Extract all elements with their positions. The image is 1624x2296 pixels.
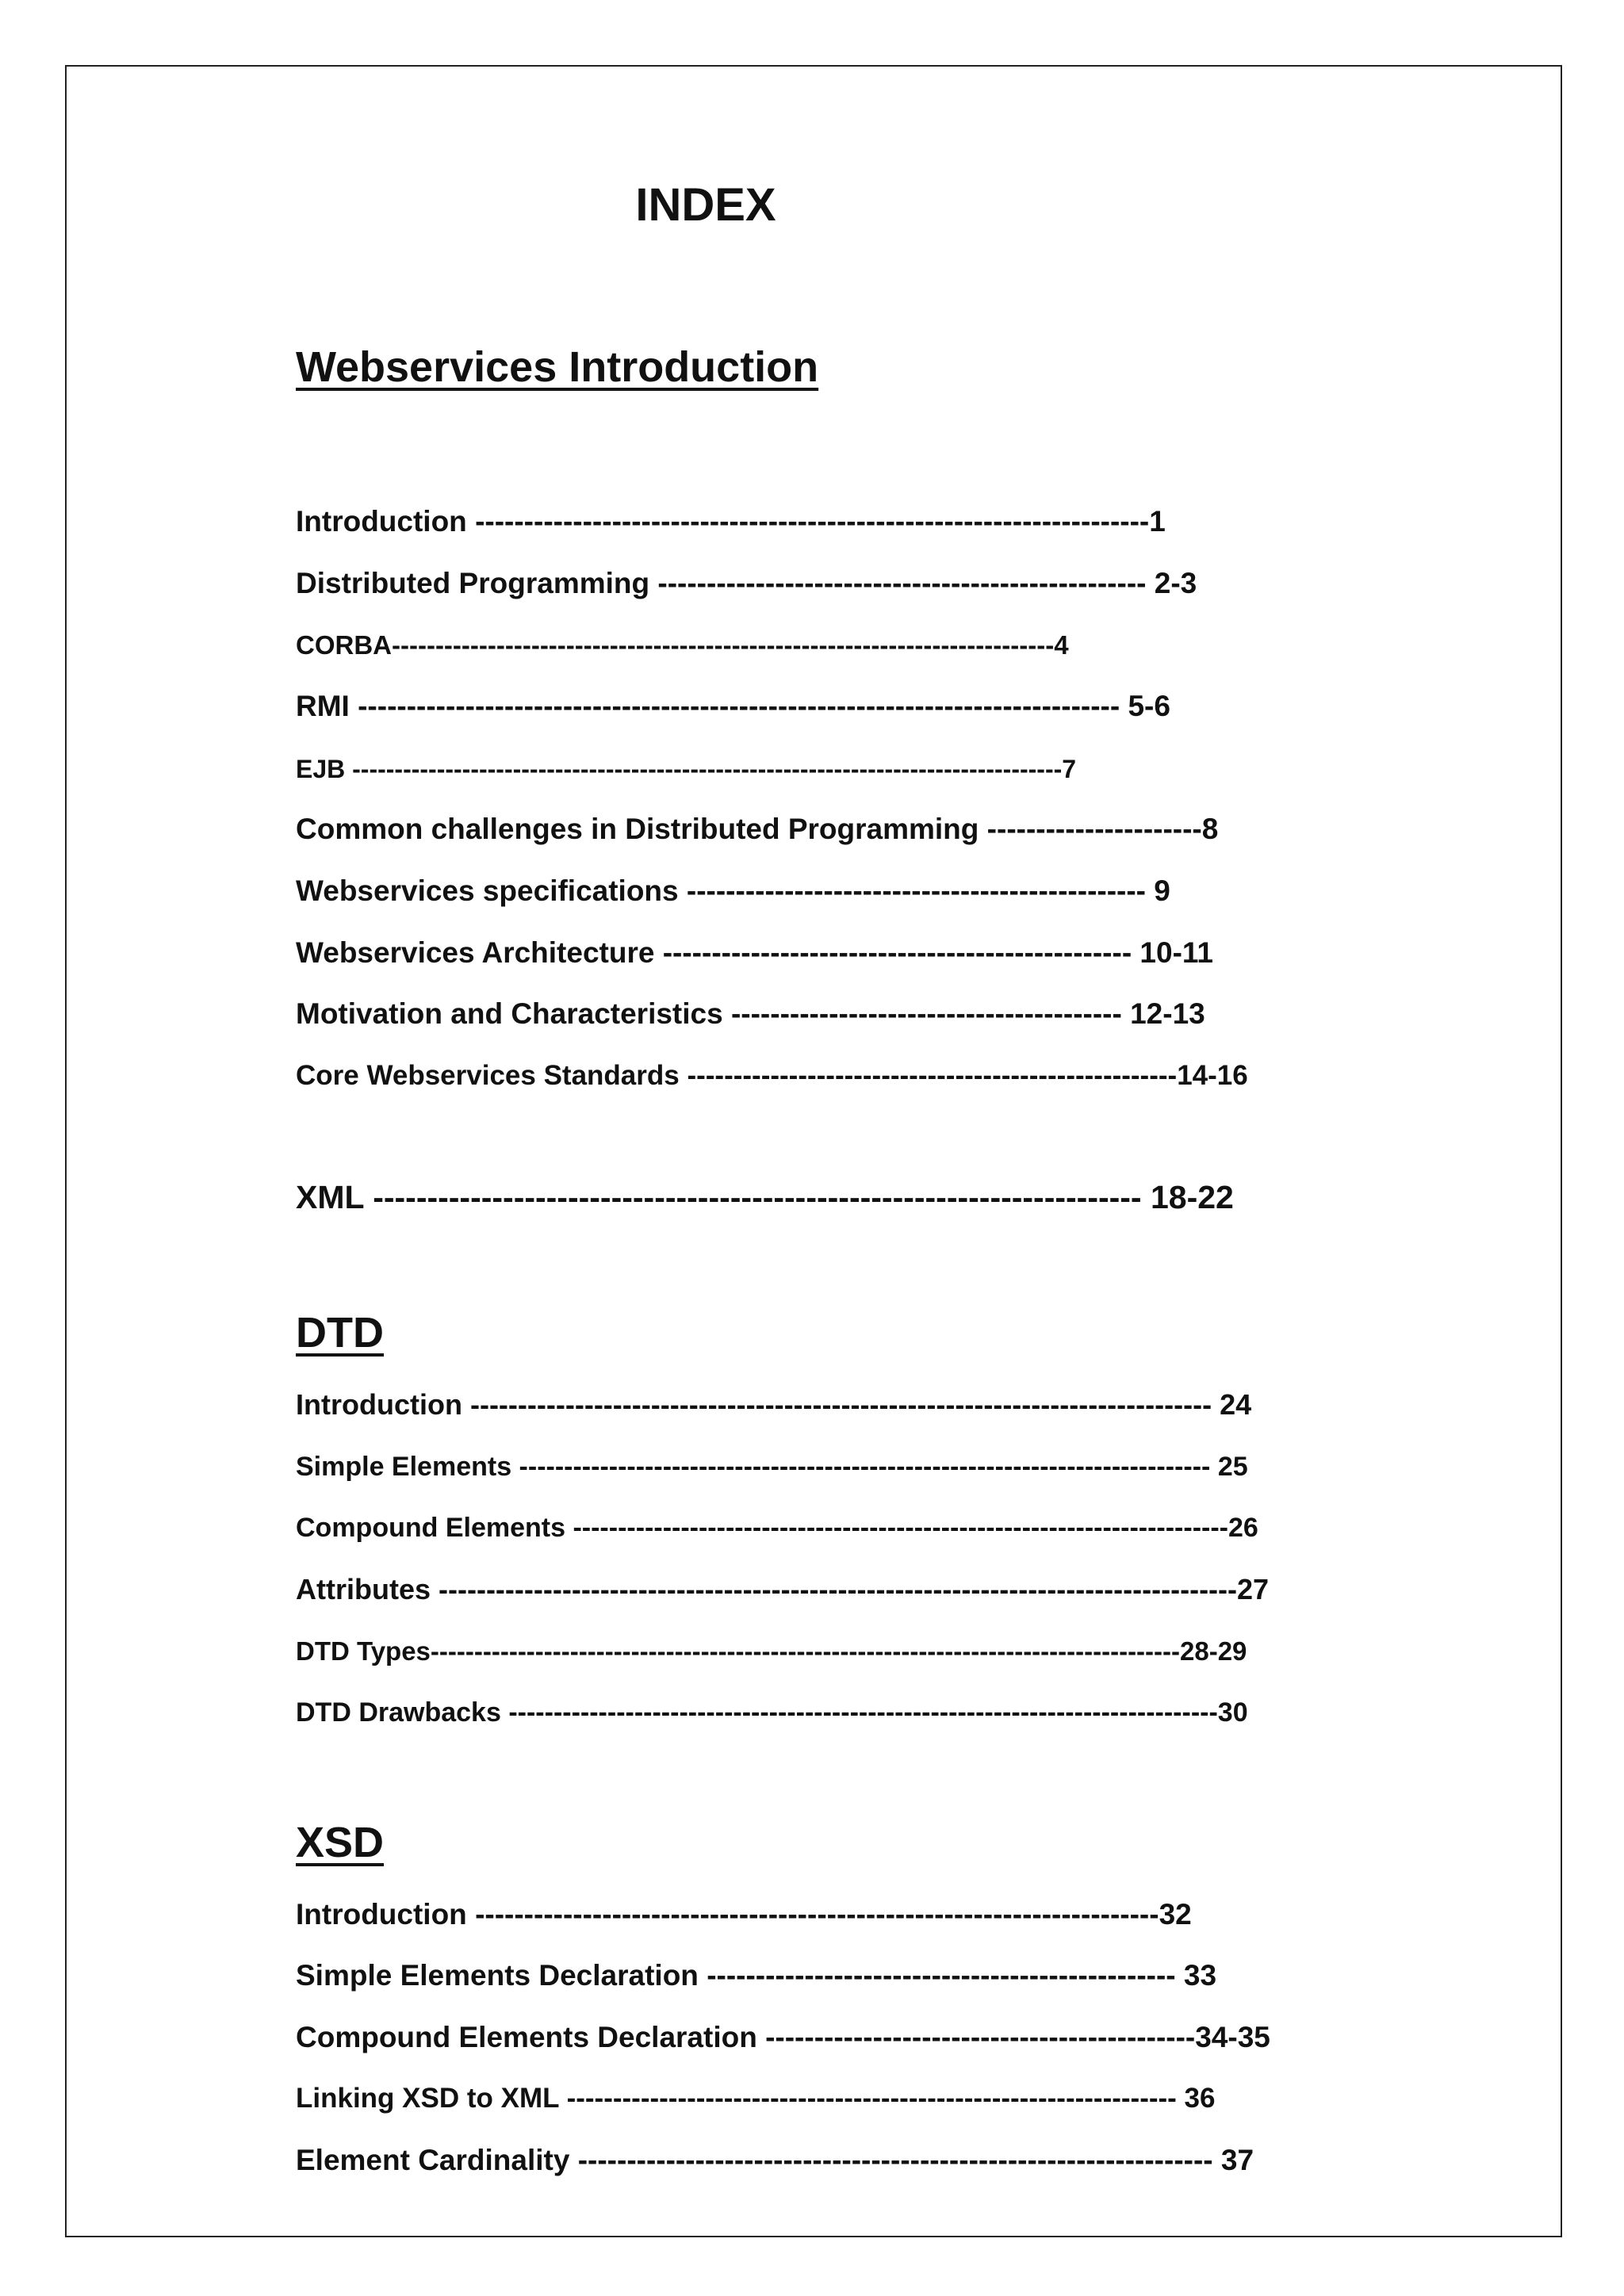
toc-entry-leader: -------------------------------------------- [765, 2021, 1196, 2053]
toc-entry-motivation-characteristics [296, 996, 1205, 1032]
toc-entry-page: 26 [1228, 1513, 1258, 1543]
toc-entry-leader: ------------------------------------------------------------------------- [573, 1513, 1228, 1543]
toc-entry-leader: ------------------------------------------------ [662, 936, 1132, 969]
toc-entry-leader: -------------------------------------------------------------------------------------- [430, 1636, 1180, 1666]
toc-entry-title: Element Cardinality [296, 2144, 578, 2176]
toc-entry-page: 36 [1176, 2083, 1216, 2114]
toc-entry-xml [296, 1177, 1234, 1217]
toc-entry-title: Compound Elements Declaration [296, 2021, 766, 2053]
toc-entry-title: Webservices Architecture [296, 936, 663, 969]
index-title: INDEX [635, 179, 776, 231]
toc-entry-page: 32 [1159, 1898, 1192, 1931]
toc-entry-corba [296, 628, 1069, 663]
toc-entry-title: Core Webservices Standards [296, 1060, 688, 1091]
toc-entry-page: 14-16 [1177, 1060, 1248, 1091]
toc-entry-title: Introduction [296, 1898, 476, 1931]
toc-entry-leader: ----------------------------------------------------- [687, 1060, 1178, 1091]
toc-entry-linking-xsd-to-xml [296, 2080, 1215, 2117]
section-heading-xsd: XSD [296, 1819, 385, 1866]
toc-entry-leader: ---------------------------------------------------------------------------- [392, 630, 1055, 660]
toc-entry-leader: ------------------------------------------------------------------------------------ [352, 755, 1063, 783]
toc-entry-page: 12-13 [1121, 997, 1205, 1030]
toc-entry-rmi [296, 688, 1170, 725]
toc-entry-page: 27 [1237, 1573, 1270, 1605]
toc-entry-page: 9 [1146, 874, 1170, 907]
section-heading-webservices-introduction: Webservices Introduction [296, 343, 819, 391]
toc-entry-dtd-introduction [296, 1387, 1251, 1423]
toc-entry-page: 33 [1175, 1959, 1217, 1992]
toc-entry-leader: ---------------------- [986, 813, 1202, 845]
toc-entry-introduction [296, 503, 1166, 540]
toc-entry-element-cardinality [296, 2142, 1254, 2179]
toc-entry-xsd-compound-elements-declaration [296, 2019, 1270, 2056]
toc-entry-leader: ---------------------------------------------------------------------- [475, 1898, 1159, 1931]
toc-entry-dtd-compound-elements [296, 1510, 1258, 1545]
toc-entry-title: Linking XSD to XML [296, 2083, 567, 2114]
toc-entry-title: DTD Types [296, 1636, 431, 1666]
toc-entry-title: CORBA [296, 630, 392, 660]
toc-entry-page: 8 [1201, 813, 1219, 845]
toc-entry-title: Motivation and Characteristics [296, 997, 731, 1030]
toc-entry-title: Webservices specifications [296, 874, 687, 907]
toc-entry-webservices-architecture [296, 935, 1213, 971]
toc-entry-leader: ------------------------------------------------ [707, 1959, 1176, 1992]
toc-entry-dtd-types [296, 1634, 1247, 1669]
toc-entry-page: 34-35 [1195, 2021, 1270, 2053]
toc-entry-page: 7 [1062, 755, 1077, 783]
toc-entry-leader: --------------------------------------------------------------------- [475, 505, 1150, 538]
toc-entry-leader: ----------------------------------------------------------------- [577, 2144, 1213, 2176]
toc-entry-leader: ----------------------------------------------------------------------- [373, 1179, 1142, 1215]
toc-entry-title: EJB [296, 755, 353, 783]
toc-entry-leader: ----------------------------------------------- [686, 874, 1146, 907]
toc-entry-title: Attributes [296, 1573, 439, 1605]
toc-entry-page: 37 [1212, 2144, 1254, 2176]
toc-entry-leader: ------------------------------------------------------------------------------------ [439, 1573, 1238, 1605]
section-heading-dtd: DTD [296, 1309, 384, 1357]
toc-entry-dtd-drawbacks [296, 1695, 1248, 1730]
toc-entry-title: Compound Elements [296, 1513, 573, 1543]
toc-entry-title: Common challenges in Distributed Programming [296, 813, 987, 845]
toc-entry-page: 2-3 [1146, 567, 1197, 599]
toc-entry-title: Introduction [296, 505, 476, 538]
toc-entry-page: 24 [1212, 1388, 1252, 1421]
toc-entry-page: 4 [1054, 630, 1069, 660]
toc-entry-distributed-programming [296, 565, 1197, 602]
toc-entry-dtd-simple-elements [296, 1449, 1248, 1484]
toc-entry-leader: ------------------------------------------------------------------------------ [358, 690, 1120, 722]
toc-entry-leader: ---------------------------------------- [730, 997, 1122, 1030]
toc-entry-title: Distributed Programming [296, 567, 658, 599]
toc-entry-ejb [296, 752, 1076, 786]
toc-entry-title: Simple Elements Declaration [296, 1959, 707, 1992]
toc-entry-leader: ----------------------------------------------------------------------------- [519, 1452, 1211, 1482]
toc-entry-page: 28-29 [1180, 1636, 1247, 1666]
toc-entry-page: 5-6 [1120, 690, 1170, 722]
toc-entry-webservices-specifications [296, 873, 1170, 909]
toc-entry-leader: ------------------------------------------------------------------------------ [469, 1388, 1212, 1421]
toc-entry-page: 10-11 [1132, 936, 1214, 969]
toc-entry-xsd-introduction [296, 1896, 1192, 1933]
toc-entry-leader: -------------------------------------------------- [657, 567, 1147, 599]
toc-entry-dtd-attributes [296, 1571, 1269, 1608]
toc-entry-title: Introduction [296, 1388, 470, 1421]
toc-entry-leader: ------------------------------------------------------------------------------- [508, 1697, 1218, 1728]
toc-entry-page: 18-22 [1141, 1179, 1234, 1215]
toc-entry-page: 30 [1217, 1697, 1248, 1728]
toc-entry-page: 1 [1149, 505, 1166, 538]
toc-entry-title: RMI [296, 690, 358, 722]
toc-entry-leader: ------------------------------------------------------------------ [566, 2083, 1177, 2114]
toc-entry-title: Simple Elements [296, 1452, 519, 1482]
toc-entry-xsd-simple-elements-declaration [296, 1957, 1216, 1994]
toc-entry-title: XML [296, 1179, 373, 1215]
toc-entry-core-webservices-standards [296, 1058, 1248, 1094]
toc-entry-title: DTD Drawbacks [296, 1697, 509, 1728]
toc-entry-common-challenges [296, 811, 1218, 848]
toc-entry-page: 25 [1210, 1452, 1248, 1482]
